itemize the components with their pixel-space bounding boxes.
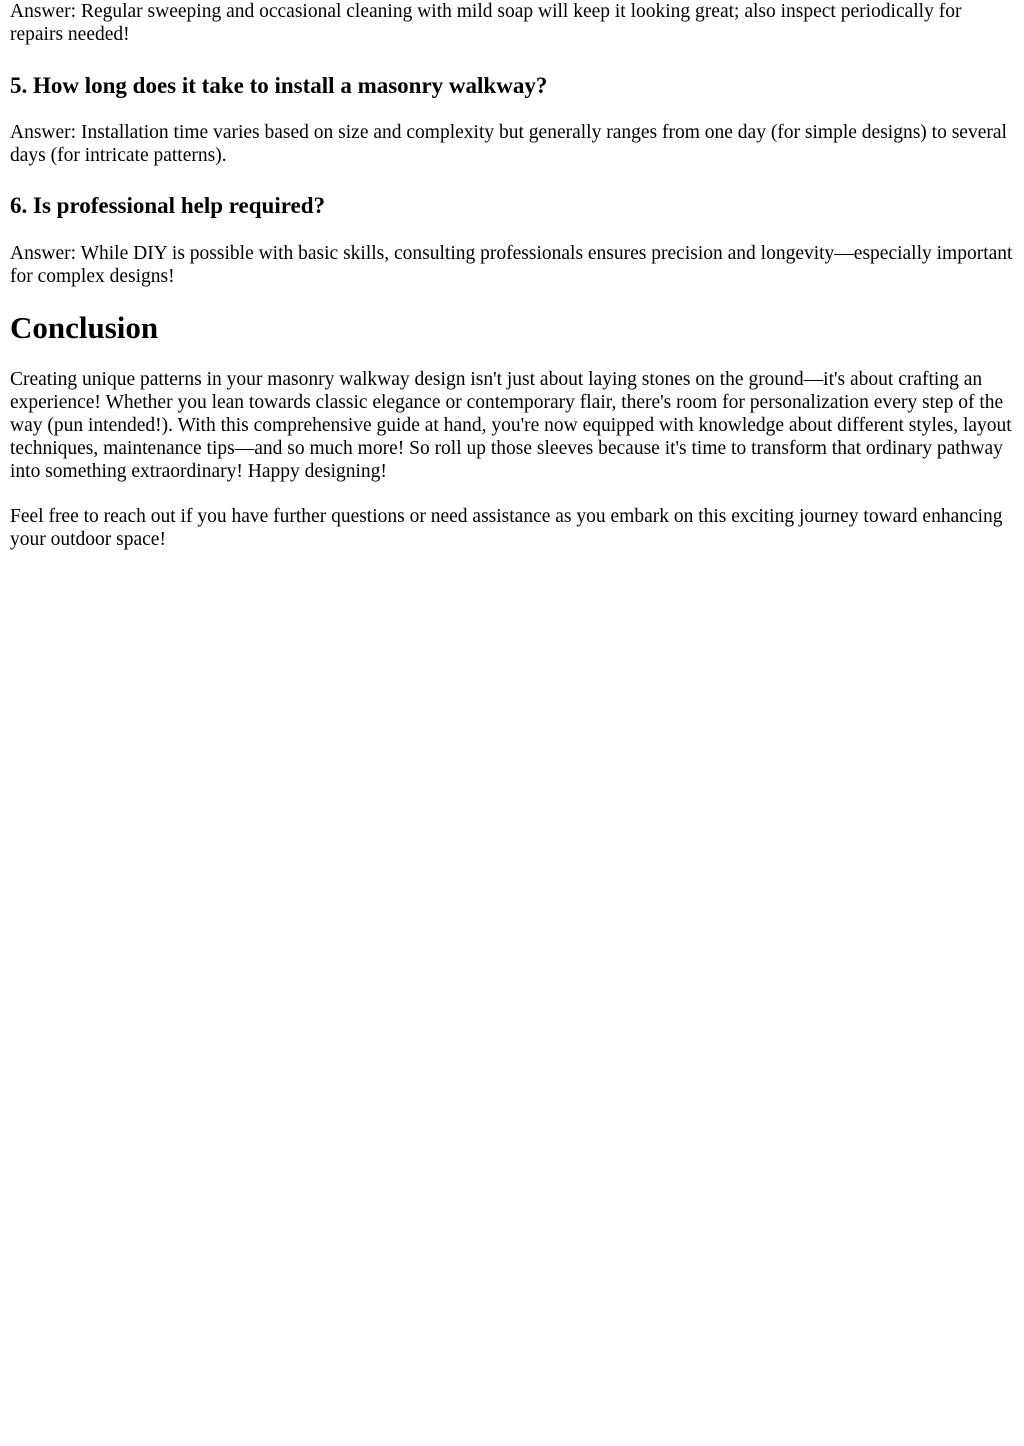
faq-answer-6: Answer: While DIY is possible with basic skills, consulting professionals ensures precision and longevity—especially important for complex designs! [10,243,1013,287]
faq-question-6-heading: 6. Is professional help required? [10,193,326,218]
conclusion-paragraph-1: Creating unique patterns in your masonry walkway design isn't just about laying stones on the ground—it's about crafting an experience! Whether you lean towards classic elegance or contemporary flair, there's room for personalization every step of the way (pun intended!). With this comprehensive guide at hand, you're now equipped with knowledge about different styles, layout techniques, maintenance tips—and so much more! So roll up those sleeves because it's time to transform that ordinary pathway into something extraordinary! Happy designing! [10,369,1012,482]
faq-answer-5: Answer: Installation time varies based on size and complexity but generally ranges from one day (for simple designs) to several days (for intricate patterns). [10,122,1007,166]
faq-question-5-heading: 5. How long does it take to install a masonry walkway? [10,73,548,98]
faq-answer-4: Answer: Regular sweeping and occasional cleaning with mild soap will keep it looking great; also inspect periodically for repairs needed! [10,1,962,45]
conclusion-paragraph-2: Feel free to reach out if you have further questions or need assistance as you embark on this exciting journey toward enhancing your outdoor space! [10,506,1003,550]
article-content [0,0,1024,551]
conclusion-heading: Conclusion [10,310,159,345]
